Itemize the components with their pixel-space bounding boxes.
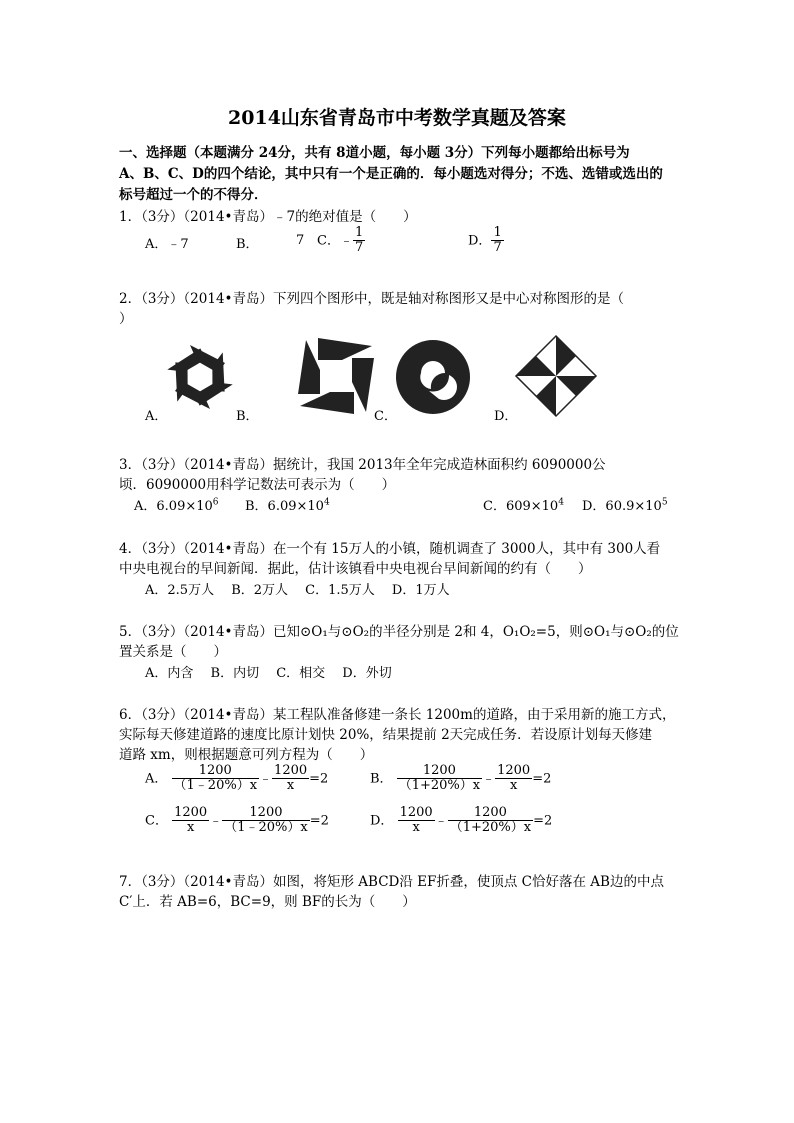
q1-option-b: B．	[236, 237, 259, 252]
q2-label-c: C．	[374, 409, 397, 424]
q3-option-d	[582, 495, 668, 514]
fraction-numerator: 1200	[274, 763, 308, 778]
q1-option-d-label: D．	[468, 233, 492, 249]
fraction-denominator: x	[286, 778, 295, 794]
minus-sign: ﹣	[482, 771, 496, 787]
figure-b-pinwheel-square	[296, 336, 376, 416]
question-5-stem-line2: 置关系是（ ）	[119, 644, 227, 660]
figure-a-hexagon-spiral	[163, 338, 237, 416]
q6-option-d-label: D．	[370, 813, 394, 829]
fraction-denominator: 7	[493, 240, 502, 256]
question-3-stem-line2: 顷．6090000用科学记数法可表示为（ ）	[119, 477, 396, 493]
question-6-stem-line1: 6．（3分）（2014•青岛）某工程队准备修建一条长 1200m的道路，由于采用新的施工方式，	[119, 707, 676, 723]
section-heading-line2: A、B、C、D的四个结论，其中只有一个是正确的．每小题选对得分；不选、选错或选出的	[119, 166, 663, 182]
question-2-stem: 2．（3分）（2014•青岛）下列四个图形中，既是轴对称图形又是中心对称图形的是（	[119, 291, 624, 307]
q6-option-c-label: C．	[145, 813, 168, 829]
fraction-numerator: 1	[354, 225, 364, 240]
q5-options: A．内含 B．内切 C．相交 D．外切	[145, 666, 392, 681]
fraction-denominator: （1+20%）x	[398, 778, 481, 794]
q3-option-b-base: B．6.09×10	[245, 499, 324, 514]
page-title: 2014山东省青岛市中考数学真题及答案	[228, 107, 566, 129]
question-1-stem: 1．（3分）（2014•青岛）﹣7的绝对值是（ ）	[119, 209, 417, 225]
question-7-stem-line2: C′上．若 AB=6，BC=9，则 BF的长为（ ）	[119, 894, 416, 910]
section-heading-line1: 一、选择题（本题满分 24分，共有 8道小题，每小题 3分）下列每小题都给出标号为	[119, 145, 630, 161]
q6-c-fraction-1	[172, 806, 209, 836]
q6-c-fraction-2	[222, 806, 310, 836]
fraction-denominator: x	[412, 820, 420, 836]
q1-option-c	[317, 226, 365, 256]
q6-b-fraction-2	[495, 764, 532, 794]
q6-b-fraction-1	[397, 764, 482, 794]
equals-two: =2	[533, 813, 553, 829]
q1-option-d	[468, 226, 504, 256]
figure-d-diamond-pinwheel	[514, 334, 598, 418]
q3-option-a-exponent: 6	[212, 497, 219, 508]
q6-d-fraction-1	[398, 806, 435, 836]
q2-label-a: A．	[145, 409, 168, 424]
q6-option-b-label: B．	[370, 771, 393, 787]
q3-option-a	[134, 495, 219, 514]
question-4-stem-line1: 4．（3分）（2014•青岛）在一个有 15万人的小镇，随机调查了 3000人，其中有 300人看	[119, 541, 661, 557]
q6-option-b	[370, 764, 551, 794]
q1-option-c-label: C．﹣	[317, 233, 353, 249]
question-7-stem-line1: 7．（3分）（2014•青岛）如图，将矩形 ABCD沿 EF折叠，使顶点 C恰好落在 AB边的中点	[119, 874, 664, 890]
question-6-stem-line3: 道路 xm，则根据题意可列方程为（ ）	[119, 747, 374, 763]
fraction-numerator: 1200	[172, 764, 260, 779]
fraction-denominator: x	[186, 820, 195, 836]
question-6-stem-line2: 实际每天修建道路的速度比原计划快 20%，结果提前 2天完成任务．若设原计划每天修建	[119, 727, 653, 743]
minus-sign: ﹣	[259, 771, 273, 787]
q3-option-b	[245, 495, 330, 514]
q3-option-c-exponent: 4	[558, 497, 564, 508]
q2-label-b: B．	[236, 409, 259, 424]
fraction-numerator: 1	[493, 225, 502, 240]
fraction-numerator: 1200	[174, 805, 208, 820]
fraction-denominator: （1+20%）x	[449, 820, 532, 836]
section-heading-line3: 标号超过一个的不得分．	[119, 187, 268, 203]
q3-option-a-base: A．6.09×10	[134, 499, 213, 514]
q3-option-b-exponent: 4	[323, 497, 330, 508]
q1-option-b-value: 7	[296, 233, 305, 248]
q3-option-c-base: C．609×10	[483, 499, 559, 514]
q1-option-c-fraction	[353, 226, 365, 256]
question-5-stem-line1: 5．（3分）（2014•青岛）已知⊙O₁与⊙O₂的半径分别是 2和 4，O₁O₂=5，则⊙O₁与⊙O₂的位	[119, 624, 679, 640]
q3-option-d-base: D．60.9×10	[582, 499, 662, 514]
q6-a-fraction-1	[172, 764, 260, 794]
q6-d-fraction-2	[448, 806, 533, 836]
fraction-denominator: （1﹣20%）x	[224, 820, 308, 836]
fraction-denominator: x	[509, 778, 518, 794]
fraction-numerator: 1200	[399, 805, 433, 820]
fraction-numerator: 1200	[497, 763, 531, 778]
q3-option-d-exponent: 5	[661, 497, 668, 508]
fraction-denominator: 7	[354, 240, 364, 256]
equals-two: =2	[532, 771, 552, 787]
q6-option-d	[370, 806, 552, 836]
q1-option-d-fraction	[491, 226, 503, 256]
figure-c-yin-yang-circle	[395, 339, 471, 415]
q6-option-a-label: A．	[145, 771, 168, 787]
fraction-denominator: （1﹣20%）x	[173, 778, 258, 794]
q3-option-c	[483, 495, 564, 514]
q2-label-d: D．	[494, 409, 518, 424]
equals-two: =2	[309, 813, 329, 829]
minus-sign: ﹣	[209, 813, 223, 829]
minus-sign: ﹣	[434, 813, 448, 829]
question-3-stem-line1: 3．（3分）（2014•青岛）据统计，我国 2013年全年完成造林面积约 6090000公	[119, 457, 606, 473]
q6-a-fraction-2	[272, 764, 309, 794]
question-2-stem-end: ）	[119, 311, 133, 327]
fraction-numerator: 1200	[397, 764, 482, 779]
q4-options: A．2.5万人 B．2万人 C．1.5万人 D．1万人	[145, 583, 450, 598]
question-4-stem-line2: 中央电视台的早间新闻．据此，估计该镇看中央电视台早间新闻的约有（ ）	[119, 561, 592, 577]
equals-two: =2	[309, 771, 329, 787]
q6-option-c	[145, 806, 329, 836]
fraction-numerator: 1200	[448, 806, 533, 821]
fraction-numerator: 1200	[222, 806, 310, 821]
q1-option-a: A．﹣7	[145, 237, 189, 252]
q6-option-a	[145, 764, 328, 794]
